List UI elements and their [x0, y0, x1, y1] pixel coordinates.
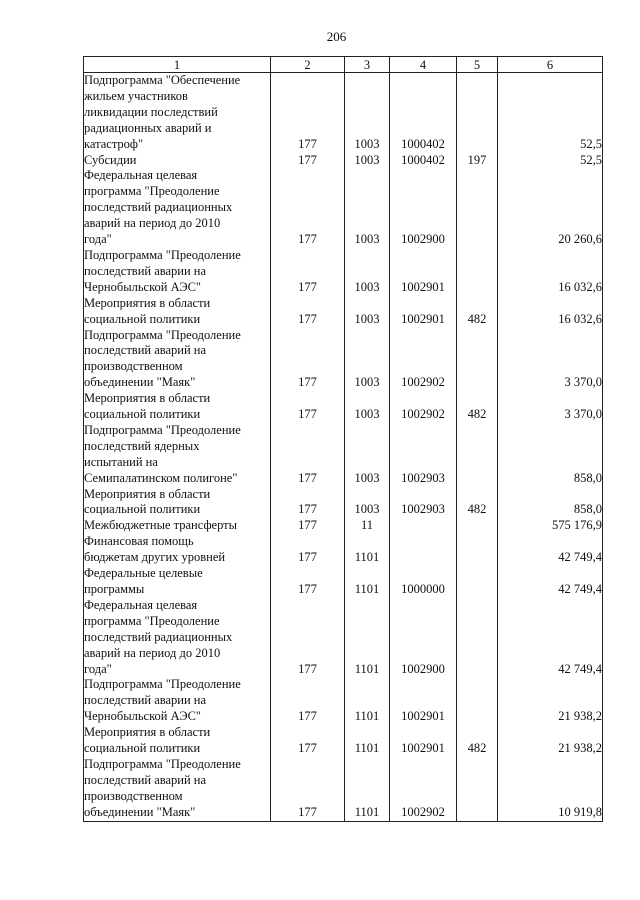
row-amount-cell: 858,0: [498, 487, 603, 519]
row-amount-cell: 575 176,9: [498, 518, 603, 534]
row-col4-cell: 1002901: [390, 677, 457, 725]
header-row: [84, 57, 603, 73]
table-row: [84, 757, 603, 821]
row-col2-cell: 177: [271, 725, 345, 757]
row-name-cell: Федеральная целевая программа "Преодоление последствий радиационных аварий на период до 2010 года": [84, 168, 271, 248]
row-amount-cell: 42 749,4: [498, 566, 603, 598]
row-name-cell: Межбюджетные трансферты: [84, 518, 271, 534]
row-name-cell: Подпрограмма "Преодоление последствий аварий на производственном объединении "Маяк": [84, 757, 271, 821]
row-col2-cell: 177: [271, 757, 345, 821]
row-col2-cell: 177: [271, 73, 345, 153]
row-col4-cell: 1002900: [390, 168, 457, 248]
row-col4-cell: [390, 518, 457, 534]
row-amount-cell: 52,5: [498, 153, 603, 169]
row-col3-cell: 1101: [345, 757, 390, 821]
row-col2-cell: 177: [271, 487, 345, 519]
row-amount-cell: 16 032,6: [498, 296, 603, 328]
row-col4-cell: 1002903: [390, 423, 457, 487]
row-col5-cell: [457, 423, 498, 487]
table-row: [84, 518, 603, 534]
row-col2-cell: 177: [271, 598, 345, 678]
row-col3-cell: 1003: [345, 423, 390, 487]
row-col4-cell: 1000000: [390, 566, 457, 598]
row-col2-cell: 177: [271, 248, 345, 296]
row-col3-cell: 1101: [345, 677, 390, 725]
row-col3-cell: 1003: [345, 248, 390, 296]
row-col4-cell: 1002903: [390, 487, 457, 519]
row-col5-cell: [457, 566, 498, 598]
table-row: [84, 487, 603, 519]
row-col2-cell: 177: [271, 391, 345, 423]
row-col3-cell: 1003: [345, 328, 390, 392]
row-col2-cell: 177: [271, 153, 345, 169]
row-col4-cell: [390, 534, 457, 566]
row-col4-cell: 1002902: [390, 391, 457, 423]
row-col2-cell: 177: [271, 168, 345, 248]
row-col5-cell: [457, 534, 498, 566]
table-row: [84, 248, 603, 296]
header-col-2: 2: [271, 57, 345, 73]
row-col2-cell: 177: [271, 296, 345, 328]
row-col4-cell: 1000402: [390, 73, 457, 153]
row-col3-cell: 11: [345, 518, 390, 534]
table-row: [84, 566, 603, 598]
row-col5-cell: 197: [457, 153, 498, 169]
header-col-1: 1: [84, 57, 271, 73]
row-col4-cell: 1000402: [390, 153, 457, 169]
row-col3-cell: 1003: [345, 296, 390, 328]
row-col3-cell: 1003: [345, 153, 390, 169]
row-name-cell: Подпрограмма "Преодоление последствий ядерных испытаний на Семипалатинском полигоне": [84, 423, 271, 487]
row-name-cell: Мероприятия в области социальной политики: [84, 296, 271, 328]
row-name-cell: Подпрограмма "Преодоление последствий аварии на Чернобыльской АЭС": [84, 248, 271, 296]
table-row: [84, 73, 603, 153]
row-col3-cell: 1101: [345, 566, 390, 598]
row-amount-cell: 3 370,0: [498, 391, 603, 423]
budget-table: [83, 56, 603, 822]
row-amount-cell: 21 938,2: [498, 677, 603, 725]
row-name-cell: Мероприятия в области социальной политики: [84, 391, 271, 423]
row-col2-cell: 177: [271, 328, 345, 392]
table-row: [84, 598, 603, 678]
table-row: [84, 328, 603, 392]
row-name-cell: Мероприятия в области социальной политики: [84, 725, 271, 757]
row-amount-cell: 42 749,4: [498, 534, 603, 566]
row-col4-cell: 1002901: [390, 248, 457, 296]
table-row: [84, 677, 603, 725]
header-col-4: 4: [390, 57, 457, 73]
row-col3-cell: 1101: [345, 534, 390, 566]
header-col-3: 3: [345, 57, 390, 73]
row-col4-cell: 1002902: [390, 328, 457, 392]
row-amount-cell: 52,5: [498, 73, 603, 153]
row-col5-cell: [457, 757, 498, 821]
header-col-6: 6: [498, 57, 603, 73]
row-col3-cell: 1003: [345, 73, 390, 153]
row-name-cell: Федеральная целевая программа "Преодоление последствий радиационных аварий на период до 2010 года": [84, 598, 271, 678]
row-name-cell: Подпрограмма "Обеспечение жильем участников ликвидации последствий радиационных аварий и катастроф": [84, 73, 271, 153]
row-col5-cell: [457, 248, 498, 296]
row-col5-cell: 482: [457, 725, 498, 757]
row-name-cell: Субсидии: [84, 153, 271, 169]
row-col5-cell: 482: [457, 296, 498, 328]
row-name-cell: Финансовая помощь бюджетам других уровней: [84, 534, 271, 566]
row-col2-cell: 177: [271, 534, 345, 566]
row-amount-cell: 42 749,4: [498, 598, 603, 678]
row-amount-cell: 20 260,6: [498, 168, 603, 248]
row-col5-cell: [457, 518, 498, 534]
row-name-cell: Федеральные целевые программы: [84, 566, 271, 598]
row-amount-cell: 21 938,2: [498, 725, 603, 757]
row-name-cell: Мероприятия в области социальной политики: [84, 487, 271, 519]
row-col5-cell: [457, 598, 498, 678]
row-amount-cell: 10 919,8: [498, 757, 603, 821]
table-row: [84, 168, 603, 248]
row-col3-cell: 1101: [345, 725, 390, 757]
table-row: [84, 153, 603, 169]
row-col4-cell: 1002900: [390, 598, 457, 678]
header-col-5: 5: [457, 57, 498, 73]
table-row: [84, 423, 603, 487]
row-amount-cell: 858,0: [498, 423, 603, 487]
row-col5-cell: 482: [457, 487, 498, 519]
row-col2-cell: 177: [271, 518, 345, 534]
row-col3-cell: 1003: [345, 168, 390, 248]
row-col4-cell: 1002901: [390, 296, 457, 328]
table-row: [84, 534, 603, 566]
row-col5-cell: [457, 73, 498, 153]
row-col5-cell: 482: [457, 391, 498, 423]
row-amount-cell: 16 032,6: [498, 248, 603, 296]
row-col4-cell: 1002902: [390, 757, 457, 821]
row-col2-cell: 177: [271, 423, 345, 487]
table-row: [84, 296, 603, 328]
page-number: 206: [326, 29, 347, 44]
row-col3-cell: 1003: [345, 391, 390, 423]
row-col5-cell: [457, 677, 498, 725]
row-col3-cell: 1101: [345, 598, 390, 678]
table-row: [84, 725, 603, 757]
row-col3-cell: 1003: [345, 487, 390, 519]
row-name-cell: Подпрограмма "Преодоление последствий аварии на Чернобыльской АЭС": [84, 677, 271, 725]
row-col5-cell: [457, 168, 498, 248]
row-col2-cell: 177: [271, 566, 345, 598]
row-name-cell: Подпрограмма "Преодоление последствий аварий на производственном объединении "Маяк": [84, 328, 271, 392]
row-amount-cell: 3 370,0: [498, 328, 603, 392]
row-col2-cell: 177: [271, 677, 345, 725]
table-row: [84, 391, 603, 423]
row-col5-cell: [457, 328, 498, 392]
row-col4-cell: 1002901: [390, 725, 457, 757]
